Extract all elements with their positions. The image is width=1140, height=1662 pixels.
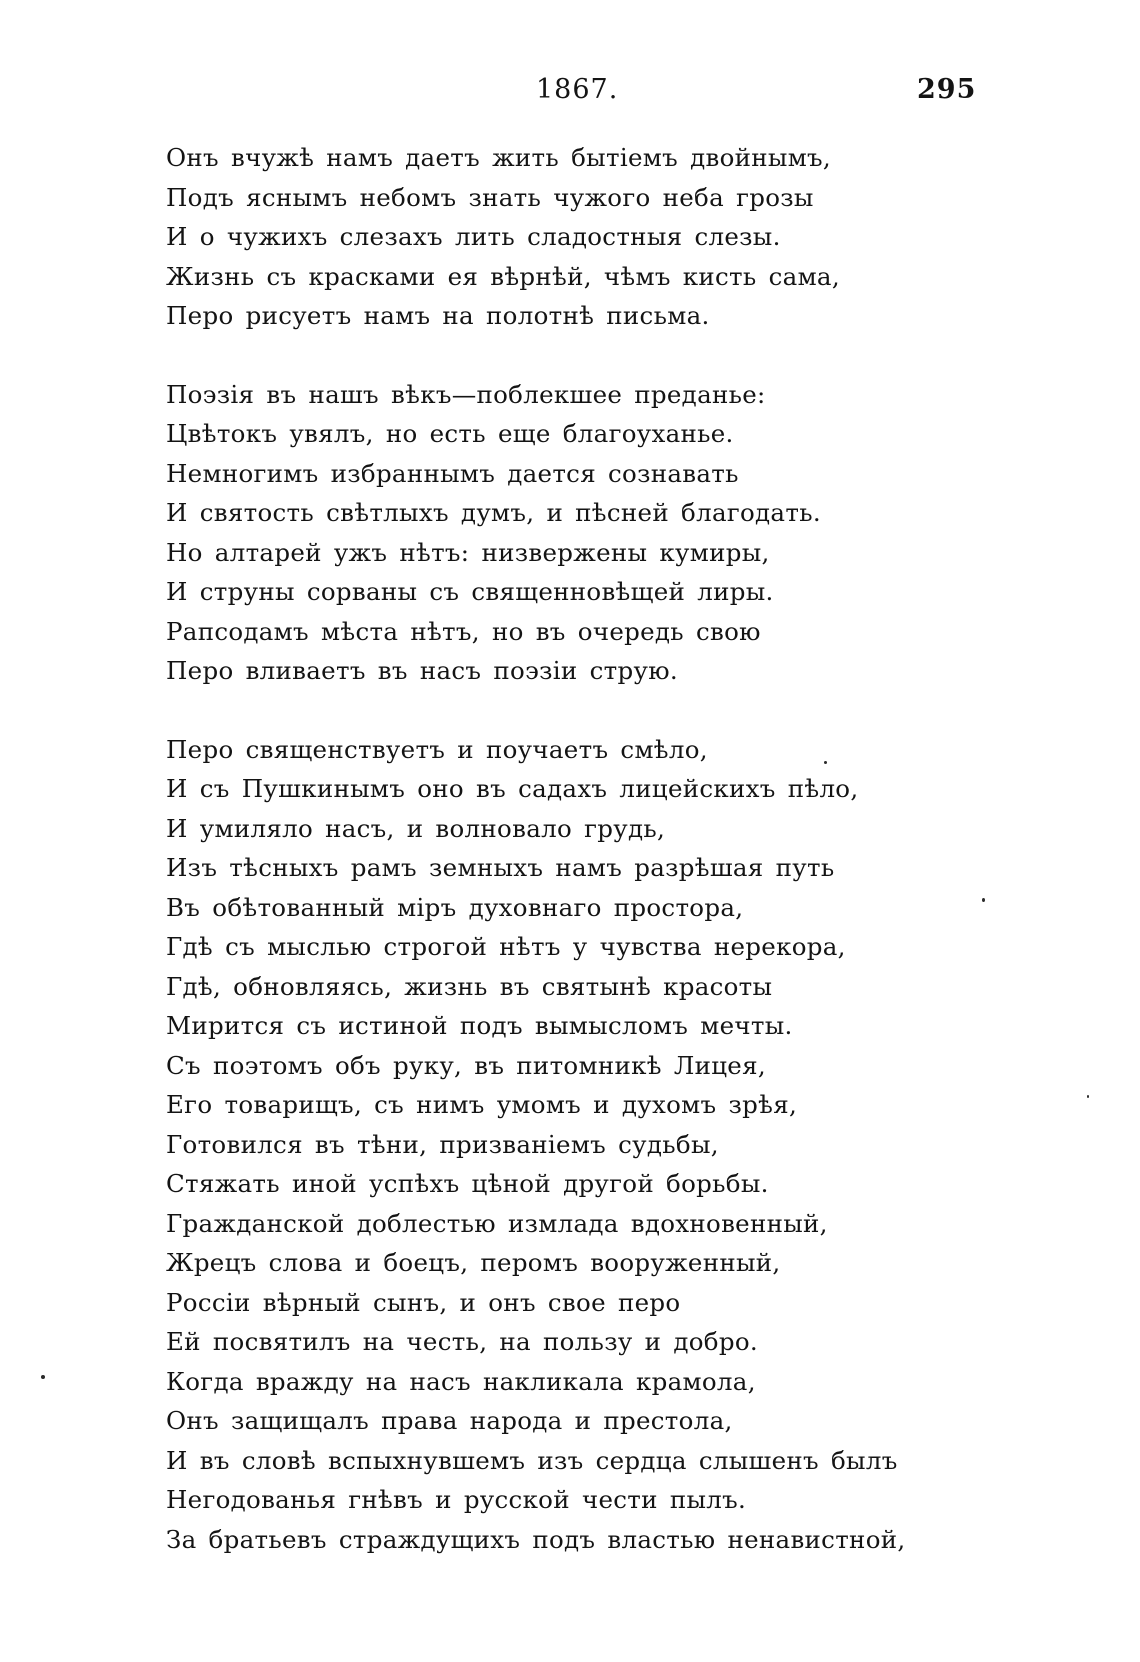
- verse-line: Онъ защищалъ права народа и престола,: [166, 1406, 733, 1435]
- verse-line: Поэзія въ нашъ вѣкъ—поблекшее преданье:: [166, 379, 766, 409]
- verse-line: Съ поэтомъ объ руку, въ питомникѣ Лицея,: [166, 1050, 766, 1080]
- running-head-year: 1867.: [536, 74, 619, 105]
- stanza-2: [166, 375, 1066, 691]
- verse-line: Перо рисуетъ намъ на полотнѣ письма.: [166, 301, 710, 330]
- verse-line: Жрецъ слова и боецъ, перомъ вооруженный,: [166, 1248, 781, 1277]
- stanza-3: [166, 730, 1066, 1560]
- ink-speck: [982, 898, 985, 902]
- verse-line: И святость свѣтлыхъ думъ, и пѣсней благодать.: [166, 498, 821, 527]
- ink-speck: [41, 1375, 45, 1379]
- verse-line: Гдѣ съ мыслью строгой нѣтъ у чувства нерекора,: [166, 932, 846, 961]
- verse-line: Перо вливаетъ въ насъ поэзіи струю.: [166, 656, 678, 685]
- verse-line: И струны сорваны съ священновѣщей лиры.: [166, 577, 774, 606]
- verse-line: Подъ яснымъ небомъ знать чужого неба грозы: [166, 182, 814, 212]
- poem-text: [166, 138, 1066, 1598]
- verse-line: Немногимъ избраннымъ дается сознавать: [166, 458, 739, 488]
- verse-line: И умиляло насъ, и волновало грудь,: [166, 813, 666, 843]
- verse-line: Гражданской доблестью измлада вдохновенный,: [166, 1208, 828, 1238]
- verse-line: Готовился въ тѣни, призваніемъ судьбы,: [166, 1129, 719, 1159]
- verse-line: Его товарищъ, съ нимъ умомъ и духомъ зрѣя,: [166, 1090, 798, 1119]
- verse-line: Ей посвятилъ на честь, на пользу и добро.: [166, 1327, 758, 1356]
- verse-line: Мирится съ истиной подъ вымысломъ мечты.: [166, 1011, 793, 1040]
- verse-line: Цвѣтокъ увялъ, но есть еще благоуханье.: [166, 419, 734, 448]
- verse-line: Жизнь съ красками ея вѣрнѣй, чѣмъ кисть сама,: [166, 261, 840, 291]
- running-head: [0, 74, 1140, 114]
- page-number: 295: [917, 74, 977, 105]
- verse-line: Изъ тѣсныхъ рамъ земныхъ намъ разрѣшая путь: [166, 853, 835, 882]
- verse-line: Перо священствуетъ и поучаетъ смѣло,: [166, 734, 708, 764]
- verse-line: Онъ вчужѣ намъ даетъ жить бытіемъ двойнымъ,: [166, 143, 832, 172]
- verse-line: Россіи вѣрный сынъ, и онъ свое перо: [166, 1287, 681, 1317]
- verse-line: Но алтарей ужъ нѣтъ: низвержены кумиры,: [166, 537, 770, 567]
- verse-line: Рапсодамъ мѣста нѣтъ, но въ очередь свою: [166, 616, 761, 646]
- verse-line: И о чужихъ слезахъ лить сладостныя слезы.: [166, 222, 781, 251]
- ink-speck: [824, 761, 827, 764]
- verse-line: И въ словѣ вспыхнувшемъ изъ сердца слышенъ былъ: [166, 1445, 898, 1475]
- verse-line: Когда вражду на насъ накликала крамола,: [166, 1366, 756, 1396]
- ink-speck: [1087, 1095, 1089, 1098]
- verse-line: Негодованья гнѣвъ и русской чести пылъ.: [166, 1485, 747, 1514]
- verse-line: И съ Пушкинымъ оно въ садахъ лицейскихъ пѣло,: [166, 774, 859, 803]
- verse-line: Въ обѣтованный міръ духовнаго простора,: [166, 892, 744, 922]
- verse-line: Гдѣ, обновляясь, жизнь въ святынѣ красоты: [166, 971, 773, 1001]
- verse-line: За братьевъ страждущихъ подъ властью ненавистной,: [166, 1524, 906, 1554]
- verse-line: Стяжать иной успѣхъ цѣной другой борьбы.: [166, 1169, 769, 1198]
- stanza-1: [166, 138, 1066, 336]
